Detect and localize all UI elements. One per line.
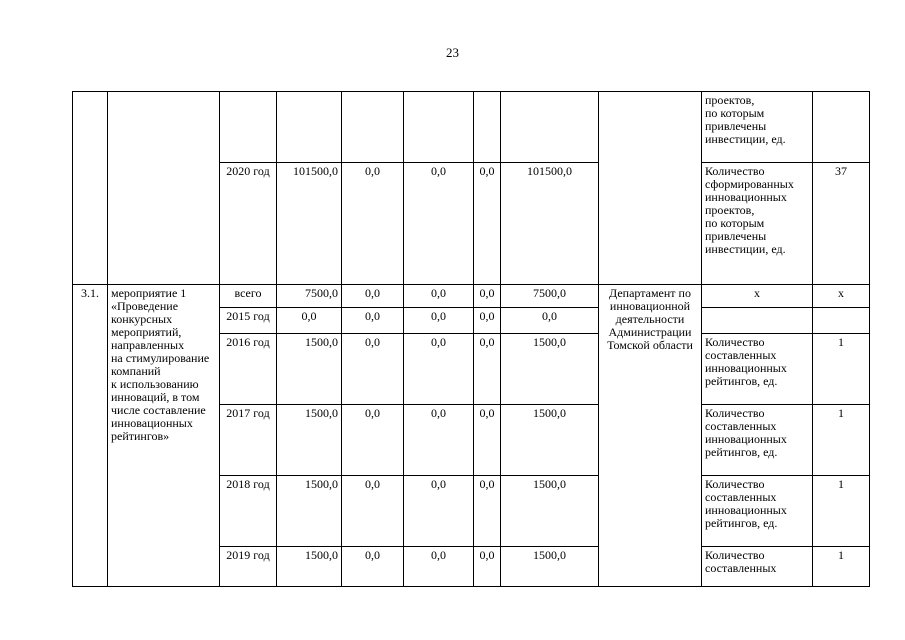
cell-total xyxy=(277,92,342,163)
cell-v3: 0,0 xyxy=(474,476,501,547)
cell-total: 1500,0 xyxy=(277,334,342,405)
cell-indicator: Количество составленных инновационных рейтингов, ед. xyxy=(702,334,813,405)
cell-v1: 0,0 xyxy=(342,334,404,405)
cell-indicator: х xyxy=(702,285,813,308)
cell-v2: 0,0 xyxy=(404,163,474,285)
cell-v4 xyxy=(501,92,599,163)
cell-v4: 7500,0 xyxy=(501,285,599,308)
cell-value xyxy=(813,92,870,163)
cell-number: 3.1. xyxy=(73,285,108,587)
cell-v3 xyxy=(474,92,501,163)
cell-year: 2017 год xyxy=(220,405,277,476)
cell-total: 0,0 xyxy=(277,308,342,334)
cell-value: х xyxy=(813,285,870,308)
cell-value: 37 xyxy=(813,163,870,285)
cell-value: 1 xyxy=(813,476,870,547)
cell-value: 1 xyxy=(813,547,870,587)
cell-total: 101500,0 xyxy=(277,163,342,285)
cell-v3: 0,0 xyxy=(474,285,501,308)
cell-v2: 0,0 xyxy=(404,285,474,308)
cell-v3: 0,0 xyxy=(474,405,501,476)
cell-value: 1 xyxy=(813,405,870,476)
cell-year: 2018 год xyxy=(220,476,277,547)
table-row xyxy=(73,285,870,308)
cell-indicator: Количество сформированных инновационных проектов, по которым привлечены инвестиции, ед. xyxy=(702,163,813,285)
cell-indicator: проектов, по которым привлечены инвестиции, ед. xyxy=(702,92,813,163)
cell-v2: 0,0 xyxy=(404,334,474,405)
page-number: 23 xyxy=(446,45,459,60)
cell-year: 2015 год xyxy=(220,308,277,334)
cell-total: 1500,0 xyxy=(277,405,342,476)
cell-v4: 1500,0 xyxy=(501,476,599,547)
program-table xyxy=(72,91,870,587)
cell-v1: 0,0 xyxy=(342,405,404,476)
cell-indicator: Количество составленных инновационных рейтингов, ед. xyxy=(702,405,813,476)
cell-v3: 0,0 xyxy=(474,308,501,334)
cell-v1: 0,0 xyxy=(342,163,404,285)
cell-department xyxy=(599,92,702,285)
cell-event-name xyxy=(108,92,220,285)
cell-v3: 0,0 xyxy=(474,163,501,285)
cell-v2: 0,0 xyxy=(404,547,474,587)
cell-total: 1500,0 xyxy=(277,547,342,587)
cell-v1: 0,0 xyxy=(342,476,404,547)
cell-number xyxy=(73,92,108,285)
cell-v1: 0,0 xyxy=(342,285,404,308)
cell-v4: 0,0 xyxy=(501,308,599,334)
cell-v4: 1500,0 xyxy=(501,547,599,587)
cell-total: 7500,0 xyxy=(277,285,342,308)
cell-indicator xyxy=(702,308,813,334)
table-row xyxy=(73,92,870,163)
cell-v4: 1500,0 xyxy=(501,405,599,476)
cell-v4: 1500,0 xyxy=(501,334,599,405)
cell-v3: 0,0 xyxy=(474,547,501,587)
cell-v1 xyxy=(342,92,404,163)
cell-value: 1 xyxy=(813,334,870,405)
cell-v4: 101500,0 xyxy=(501,163,599,285)
cell-v2: 0,0 xyxy=(404,308,474,334)
cell-v3: 0,0 xyxy=(474,334,501,405)
cell-indicator: Количество составленных инновационных рейтингов, ед. xyxy=(702,476,813,547)
cell-department: Департамент по инновационной деятельности Администрации Томской области xyxy=(599,285,702,587)
cell-year: 2019 год xyxy=(220,547,277,587)
cell-year: всего xyxy=(220,285,277,308)
cell-year: 2016 год xyxy=(220,334,277,405)
cell-v2 xyxy=(404,92,474,163)
cell-total: 1500,0 xyxy=(277,476,342,547)
cell-v1: 0,0 xyxy=(342,547,404,587)
cell-v2: 0,0 xyxy=(404,405,474,476)
cell-year xyxy=(220,92,277,163)
cell-year: 2020 год xyxy=(220,163,277,285)
cell-event-name: мероприятие 1 «Проведение конкурсных мероприятий, направленных на стимулирование компаний к использованию инноваций, в том числе составление инновационных рейтингов» xyxy=(108,285,220,587)
cell-v1: 0,0 xyxy=(342,308,404,334)
cell-v2: 0,0 xyxy=(404,476,474,547)
cell-value xyxy=(813,308,870,334)
cell-indicator: Количество составленных xyxy=(702,547,813,587)
